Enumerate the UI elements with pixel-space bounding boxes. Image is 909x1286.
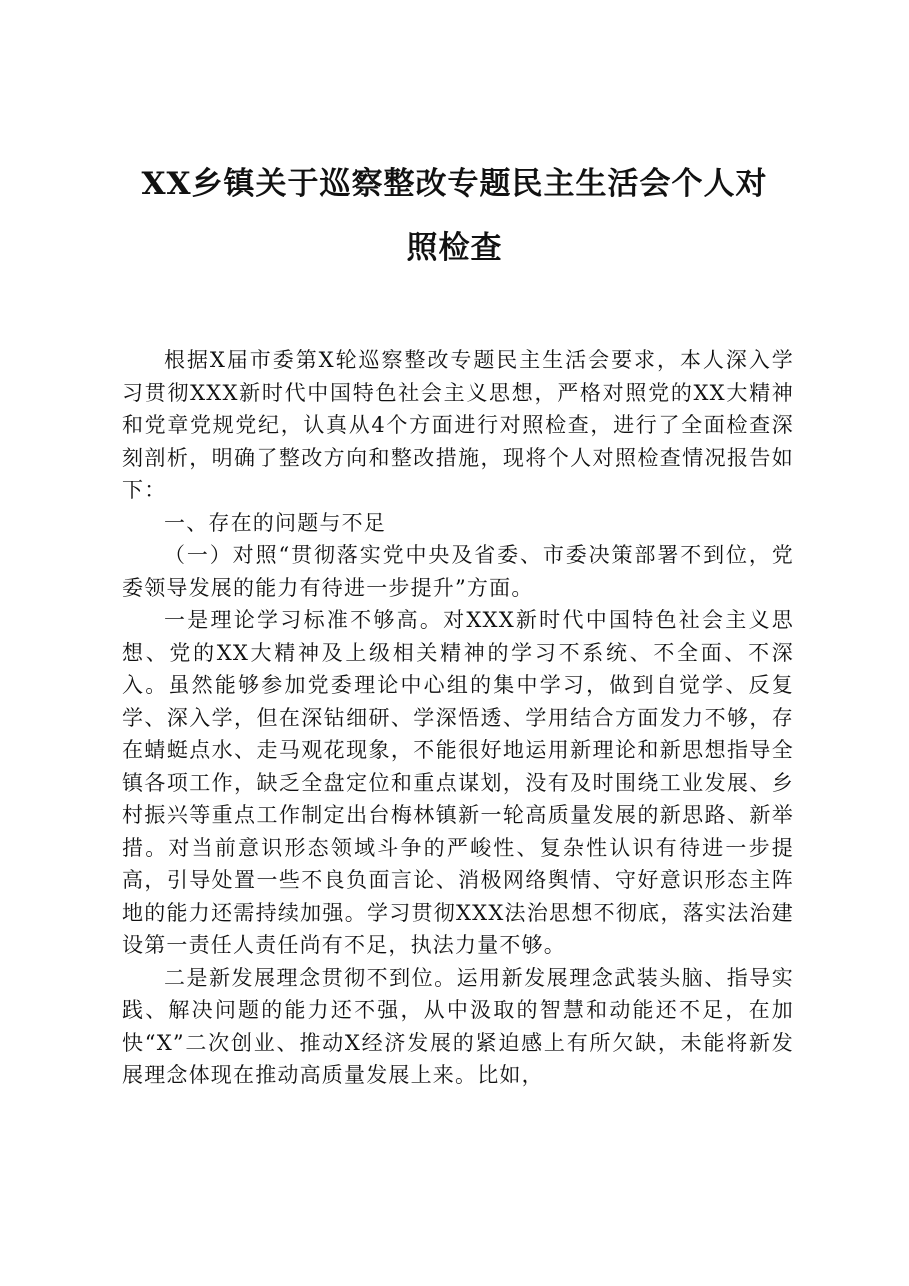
- document-title-line-1: XX乡镇关于巡察整改专题民主生活会个人对: [141, 166, 768, 202]
- document-title-line-2: 照检查: [406, 230, 503, 266]
- body-paragraph: 一是理论学习标准不够高。对XXX新时代中国特色社会主义思想、党的XX大精神及上级相关精神的学习不系统、不全面、不深入。虽然能够参加党委理论中心组的集中学习，做到自觉学、反复学、深入学，但在深钻细研、学深悟透、学用结合方面发力不够，存在蜻蜓点水、走马观花现象，不能很好地运用新理论和新思想指导全镇各项工作，缺乏全盘定位和重点谋划，没有及时围绕工业发展、乡村振兴等重点工作制定出台梅林镇新一轮高质量发展的新思路、新举措。对当前意识形态领域斗争的严峻性、复杂性认识有待进一步提高，引导处置一些不良负面言论、消极网络舆情、守好意识形态主阵地的能力还需持续加强。学习贯彻XXX法治思想不彻底，落实法治建设第一责任人责任尚有不足，执法力量不够。: [122, 608, 794, 957]
- section-heading: 一、存在的问题与不足: [164, 510, 386, 535]
- intro-paragraph: 根据X届市委第X轮巡察整改专题民主生活会要求，本人深入学习贯彻XXX新时代中国特色社会主义思想，严格对照党的XX大精神和党章党规党纪，认真从4个方面进行对照检查，进行了全面检查深刻剖析，明确了整改方向和整改措施，现将个人对照检查情况报告如下：: [122, 348, 794, 502]
- subsection-heading: （一）对照“贯彻落实党中央及省委、市委决策部署不到位，党委领导发展的能力有待进一步提升”方面。: [122, 543, 794, 600]
- body-paragraph: 二是新发展理念贯彻不到位。运用新发展理念武装头脑、指导实践、解决问题的能力还不强，从中汲取的智慧和动能还不足，在加快“X”二次创业、推动X经济发展的紧迫感上有所欠缺，未能将新发展理念体现在推动高质量发展上来。比如，: [122, 965, 794, 1087]
- document-body: [122, 344, 794, 1092]
